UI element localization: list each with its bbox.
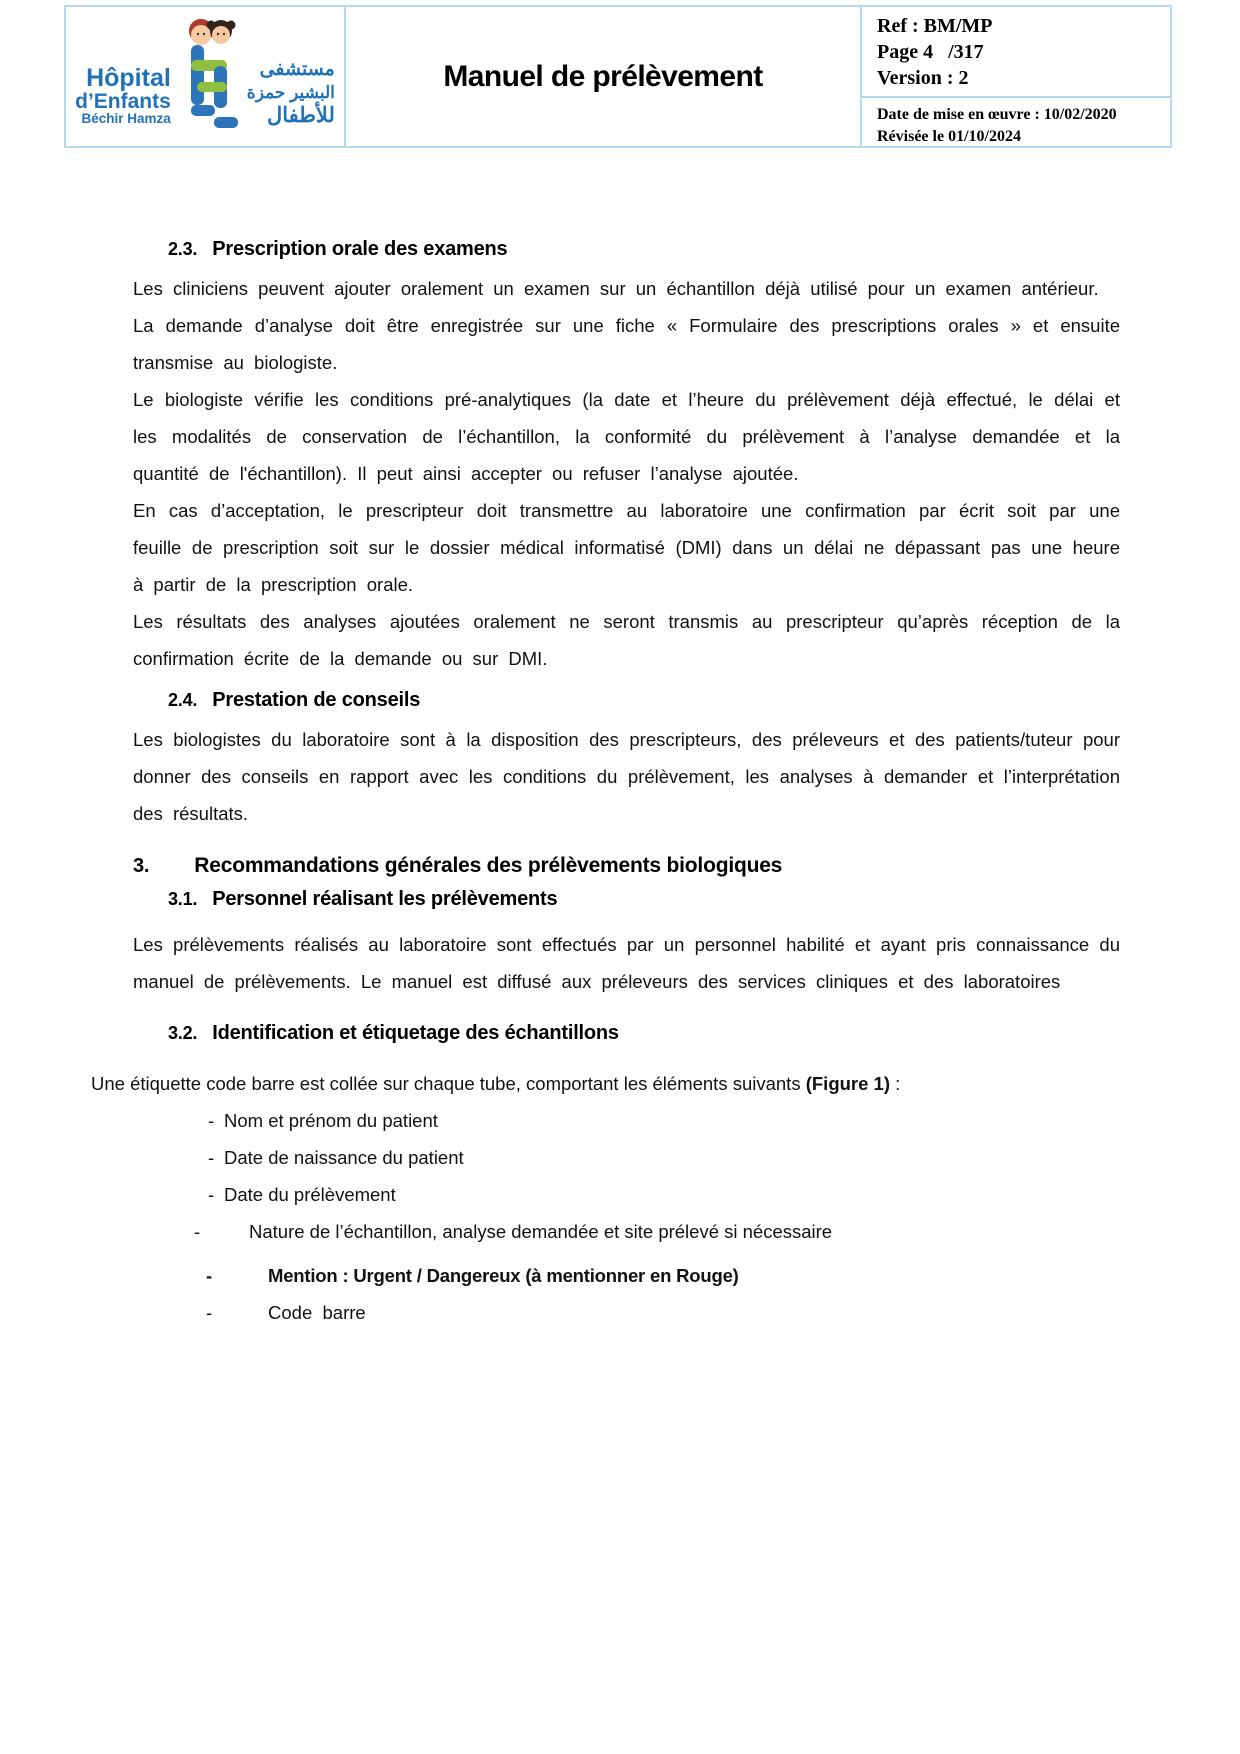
logo-ar-line1: مستشفى (259, 58, 335, 80)
heading-label: Personnel réalisant les prélèvements (212, 888, 558, 910)
heading-label: Prescription orale des examens (212, 238, 508, 260)
dash-bullet: - (208, 1110, 215, 1131)
doc-page-number: Page 4 /317 (877, 41, 984, 63)
heading-number: 3. (133, 855, 150, 877)
logo-fr-line2: d’Enfants (75, 89, 171, 113)
header-info-bottom (862, 98, 1170, 148)
list-item-patient-name: - Nom et prénom du patient (208, 1102, 1240, 1139)
logo-fr-line3: Béchir Hamza (81, 111, 171, 127)
header-title-cell (346, 7, 862, 146)
list-item-sample-nature: - Nature de l’échantillon, analyse demandée et site prélevé si nécessaire (194, 1213, 1240, 1250)
paragraph-personnel: Les prélèvements réalisés au laboratoire sont effectués par un personnel habilité et ayant pris connaissance du manuel de prélèvements. Le manuel est diffusé aux préleveurs des services cliniques et des laboratoires (133, 934, 1120, 992)
heading-number: 3.1. (168, 889, 198, 909)
doc-version: Version : 2 (877, 67, 969, 89)
heading-label: Prestation de conseils (212, 689, 421, 711)
list-item-birth-date: - Date de naissance du patient (208, 1139, 1240, 1176)
list-item-sampling-date: - Date du prélèvement (208, 1176, 1240, 1213)
hospital-logo-text-ar (247, 28, 335, 129)
dash-bullet: - (194, 1221, 201, 1242)
logo-ar-line2: البشير حمزة (246, 82, 335, 102)
paragraph-oral-prescription-1: Les cliniciens peuvent ajouter oralement un examen sur un échantillon déjà utilisé pour un examen antérieur. (133, 278, 1099, 299)
doc-date-revision: Révisée le 01/10/2024 (877, 128, 1021, 145)
heading-number: 2.3. (168, 239, 198, 259)
logo-fr-line1: Hôpital (86, 63, 171, 92)
paragraph-advice: Les biologistes du laboratoire sont à la disposition des prescripteurs, des préleveurs et des patients/tuteur pour donner des conseils en rapport avec les conditions du prélèvement, les analyses à demander et l’interprétation des résultats. (133, 729, 1120, 824)
paragraph-oral-prescription-5: Les résultats des analyses ajoutées oralement ne seront transmis au prescripteur qu’après réception de la confirmation écrite de la demande ou sur DMI. (133, 611, 1120, 669)
figure-1-reference: (Figure 1) (805, 1073, 890, 1094)
heading-3 (133, 854, 1240, 878)
intro-suffix: : (890, 1073, 901, 1094)
dash-bullet: - (206, 1302, 213, 1323)
intro-text: Une étiquette code barre est collée sur chaque tube, comportant les éléments suivants (91, 1073, 806, 1094)
list-item-barcode: - Code barre (206, 1294, 1240, 1331)
paragraph-oral-prescription-4: En cas d’acceptation, le prescripteur doit transmettre au laboratoire une confirmation par écrit soit par une feuille de prescription soit sur le dossier médical informatisé (DMI) dans un délai ne dépassant pas une heure à partir de la prescription orale. (133, 500, 1120, 595)
hospital-logo-text-fr (75, 31, 171, 127)
paragraph-label-intro (91, 1065, 1131, 1102)
hospital-children-chair-icon (178, 18, 240, 140)
header-info-cell (862, 7, 1170, 146)
paragraph-oral-prescription-3: Le biologiste vérifie les conditions pré-analytiques (la date et l’heure du prélèvement déjà effectué, le délai et les modalités de conservation de l’échantillon, la conformité du prélèvement à l’analyse demandée et la quantité de l'échantillon). Il peut ainsi accepter ou refuser l’analyse ajoutée. (133, 389, 1120, 484)
header-info-top (862, 7, 1170, 98)
heading-number: 3.2. (168, 1023, 198, 1043)
heading-3-1 (168, 888, 1240, 911)
dash-bullet: - (208, 1184, 215, 1205)
hospital-logo (66, 7, 346, 146)
page-title: Manuel de prélèvement (443, 59, 763, 93)
logo-ar-line3: للأطفال (266, 103, 335, 127)
heading-2-3 (168, 238, 1240, 261)
list-item-urgent-mention: - Mention : Urgent / Dangereux (à mentionner en Rouge) (206, 1257, 1240, 1294)
label-elements-list (0, 1102, 1240, 1331)
dash-bullet: - (206, 1265, 212, 1286)
document-body (0, 226, 1240, 1331)
heading-label: Identification et étiquetage des échantillons (212, 1022, 619, 1044)
paragraph-oral-prescription-2: La demande d’analyse doit être enregistrée sur une fiche « Formulaire des prescriptions orales » et ensuite transmise au biologiste. (133, 315, 1120, 373)
document-header-table (64, 5, 1172, 148)
heading-number: 2.4. (168, 690, 198, 710)
doc-ref: Ref : BM/MP (877, 15, 993, 37)
heading-3-2 (168, 1022, 1240, 1045)
doc-date-implementation: Date de mise en œuvre : 10/02/2020 (877, 106, 1117, 123)
dash-bullet: - (208, 1147, 215, 1168)
heading-label: Recommandations générales des prélèvements biologiques (194, 854, 783, 877)
heading-2-4 (168, 689, 1240, 712)
